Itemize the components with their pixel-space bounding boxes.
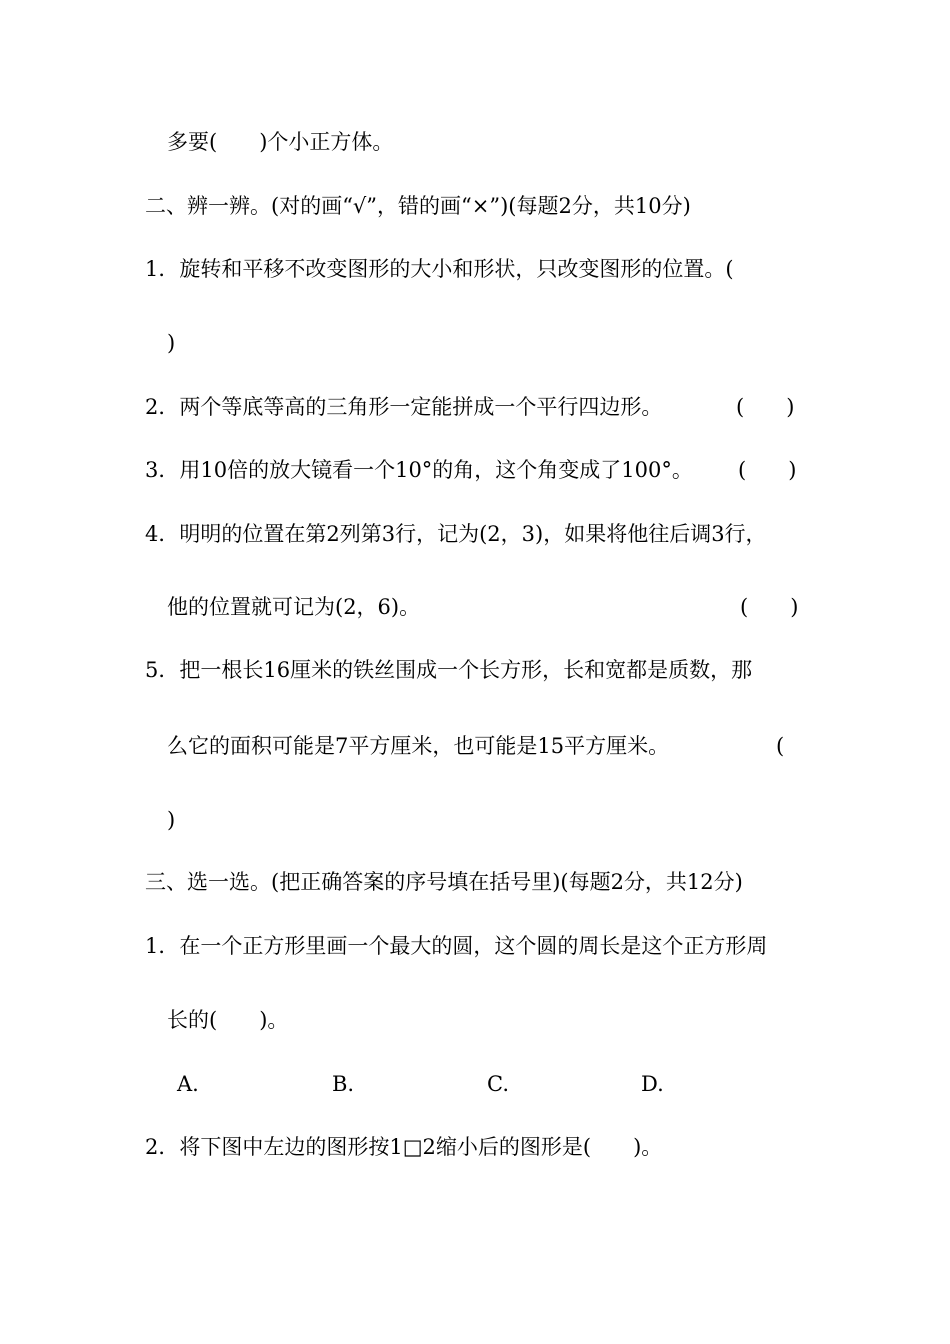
question-2-1: 1．旋转和平移不改变图形的大小和形状，只改变图形的位置。( [145,257,734,281]
answer-paren-2-2: ( ) [736,395,795,419]
carry-over-line: 多要( )个小正方体。 [167,130,394,154]
question-2-5: 5．把一根长16厘米的铁丝围成一个长方形，长和宽都是质数，那 [145,658,753,682]
question-3-2: 2．将下图中左边的图形按1□2缩小后的图形是( )。 [145,1135,663,1159]
question-2-2: 2．两个等底等高的三角形一定能拼成一个平行四边形。 [145,395,663,419]
option-c: C. [487,1072,509,1096]
question-2-5-close-paren: ) [167,808,176,832]
answer-paren-2-3: ( ) [738,458,797,482]
question-2-4: 4．明明的位置在第2列第3行，记为(2，3)，如果将他往后调3行， [145,522,767,546]
option-b: B. [332,1072,355,1096]
question-3-1-cont: 长的( )。 [167,1008,289,1032]
question-2-5-cont: 么它的面积可能是7平方厘米，也可能是15平方厘米。 [167,734,670,758]
question-3-1: 1．在一个正方形里画一个最大的圆，这个圆的周长是这个正方形周 [145,934,768,958]
question-2-4-cont: 他的位置就可记为(2，6)。 [167,595,421,619]
section-3-heading: 三、选一选。(把正确答案的序号填在括号里)(每题2分，共12分) [145,870,743,894]
section-2-heading: 二、辨一辨。(对的画“√”，错的画“×”)(每题2分，共10分) [145,194,691,218]
answer-paren-2-4: ( ) [740,595,799,619]
option-a: A. [177,1072,199,1096]
question-2-3: 3．用10倍的放大镜看一个10°的角，这个角变成了100°。 [145,458,693,482]
question-2-1-close-paren: ) [167,331,176,355]
option-d: D. [641,1072,664,1096]
answer-paren-open-2-5: ( [776,734,785,758]
